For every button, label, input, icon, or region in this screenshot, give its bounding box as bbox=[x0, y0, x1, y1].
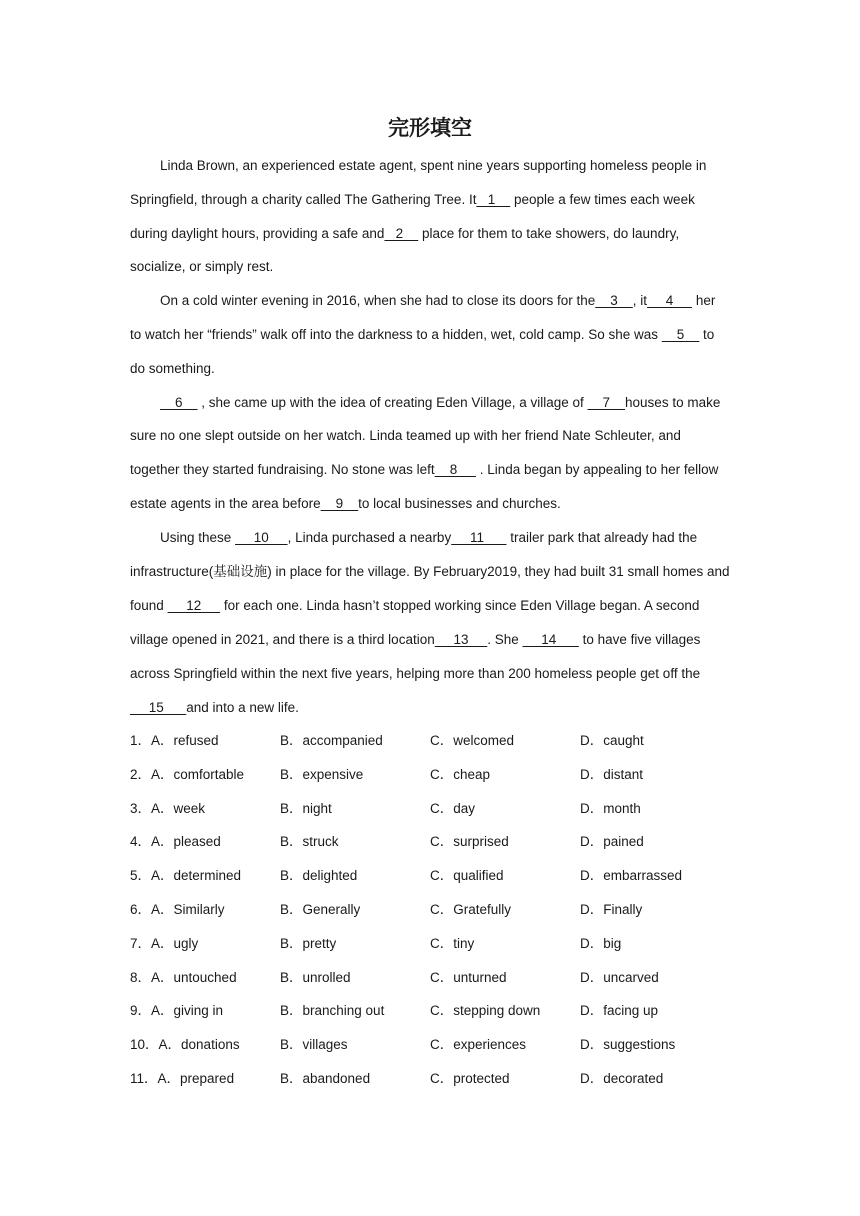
option-c: C．tiny bbox=[430, 935, 475, 951]
text: , Linda purchased a nearby bbox=[287, 529, 452, 545]
text: houses to make sure no one slept outside on her watch. Linda teamed up with her friend Nate Schleuter, and together they started fundraising. No stone was left bbox=[130, 394, 721, 478]
option-b: B．accompanied bbox=[280, 733, 383, 748]
option-b: B．branching out bbox=[280, 1003, 385, 1019]
text: to do something. bbox=[130, 326, 715, 376]
question-number: 10．A． bbox=[130, 1037, 182, 1053]
option-b: B．Generally bbox=[280, 901, 361, 917]
option-a-text: determined bbox=[173, 868, 242, 884]
option-a bbox=[130, 724, 219, 758]
text: for each one. Linda hasn’t stopped working since Eden Village began. A second village opened in 2021, and there is a third location bbox=[130, 598, 700, 648]
blank-10: 10 bbox=[235, 529, 288, 545]
paragraph-4 bbox=[130, 521, 730, 725]
option-c: C．cheap bbox=[430, 766, 491, 782]
paragraph-3 bbox=[130, 386, 730, 521]
option-d: D．embarrassed bbox=[580, 868, 683, 884]
text: and into a new life. bbox=[186, 699, 299, 715]
text: trailer park that already had the infrastructure( bbox=[130, 529, 698, 579]
option-a bbox=[130, 758, 244, 792]
chinese-gloss: 基础设施 bbox=[213, 563, 268, 580]
text: to have five villages across Springfield within the next five years, helping more than 200 homeless people get off the bbox=[130, 632, 701, 681]
option-b: B．night bbox=[280, 800, 332, 816]
text: Using these bbox=[160, 529, 236, 545]
blank-1: 1 bbox=[476, 191, 511, 207]
question-row bbox=[130, 961, 730, 995]
blank-12: 12 bbox=[167, 598, 221, 614]
text: On a cold winter evening in 2016, when she had to close its doors for the bbox=[160, 293, 596, 309]
paragraph-1 bbox=[130, 149, 730, 284]
option-a bbox=[130, 927, 198, 961]
option-a-text: untouched bbox=[173, 969, 237, 985]
blank-15: 15 bbox=[130, 699, 187, 715]
option-a bbox=[130, 994, 223, 1028]
option-b: B．unrolled bbox=[280, 969, 351, 985]
blank-4: 4 bbox=[647, 293, 693, 309]
option-a-text: week bbox=[173, 800, 206, 816]
option-b: B．villages bbox=[280, 1037, 348, 1053]
option-b: B．pretty bbox=[280, 935, 337, 951]
option-d: D．Finally bbox=[580, 901, 643, 917]
question-row bbox=[130, 859, 730, 893]
text: place for them to take showers, do laundry, socialize, or simply rest. bbox=[130, 225, 680, 275]
question-number: 1．A． bbox=[130, 733, 174, 748]
question-row bbox=[130, 825, 730, 859]
option-d: D．distant bbox=[580, 766, 644, 782]
option-a bbox=[130, 1028, 240, 1062]
option-c: C．qualified bbox=[430, 868, 504, 884]
option-a-text: donations bbox=[181, 1037, 240, 1053]
blank-6: 6 bbox=[160, 394, 198, 410]
option-d: D．decorated bbox=[580, 1070, 664, 1086]
blank-5: 5 bbox=[661, 326, 700, 342]
option-d: D．month bbox=[580, 800, 641, 816]
question-row bbox=[130, 1062, 730, 1096]
text: people a few times each week during daylight hours, providing a safe and bbox=[130, 191, 695, 241]
option-a-text: comfortable bbox=[173, 766, 245, 782]
option-a-text: ugly bbox=[173, 935, 199, 951]
blank-2: 2 bbox=[384, 225, 419, 241]
text: to local businesses and churches. bbox=[358, 495, 561, 511]
question-row bbox=[130, 758, 730, 792]
option-c: C．Gratefully bbox=[430, 901, 512, 917]
blank-9: 9 bbox=[320, 495, 359, 511]
option-a bbox=[130, 961, 237, 995]
answer-options bbox=[130, 724, 730, 1096]
question-number: 8．A． bbox=[130, 969, 174, 985]
text: , she came up with the idea of creating Eden Village, a village of bbox=[197, 394, 588, 410]
option-c: C．surprised bbox=[430, 834, 509, 850]
text: ) in place for the village. By February2019, they had built 31 small homes and found bbox=[130, 563, 730, 614]
option-d: D．caught bbox=[580, 733, 644, 748]
option-b: B．struck bbox=[280, 834, 339, 850]
option-c: C．unturned bbox=[430, 969, 507, 985]
option-c: C．protected bbox=[430, 1070, 510, 1086]
question-number: 9．A． bbox=[130, 1003, 174, 1019]
question-row bbox=[130, 927, 730, 961]
option-a-text: prepared bbox=[180, 1070, 235, 1086]
option-a-text: Similarly bbox=[173, 901, 225, 917]
blank-8: 8 bbox=[434, 462, 476, 478]
blank-3: 3 bbox=[595, 293, 633, 309]
option-a-text: refused bbox=[173, 733, 219, 748]
option-a bbox=[130, 792, 205, 826]
option-b: B．expensive bbox=[280, 766, 364, 782]
blank-7: 7 bbox=[587, 394, 626, 410]
question-number: 6．A． bbox=[130, 901, 174, 917]
option-a-text: giving in bbox=[173, 1003, 224, 1019]
text: Linda Brown, an experienced estate agent, spent nine years supporting homeless people in Springfield, through a charity called The Gathering Tree. It bbox=[130, 158, 707, 207]
option-c: C．stepping down bbox=[430, 1003, 541, 1019]
question-row bbox=[130, 893, 730, 927]
option-a bbox=[130, 893, 225, 927]
text: her to watch her “friends” walk off into the darkness to a hidden, wet, cold camp. So she was bbox=[130, 293, 716, 342]
question-number: 3．A． bbox=[130, 800, 174, 816]
text: . Linda began by appealing to her fellow estate agents in the area before bbox=[130, 462, 719, 511]
question-row bbox=[130, 792, 730, 826]
question-row bbox=[130, 1028, 730, 1062]
blank-11: 11 bbox=[451, 529, 507, 545]
text: , it bbox=[632, 293, 648, 309]
text: . She bbox=[487, 632, 523, 648]
question-row bbox=[130, 994, 730, 1028]
option-d: D．big bbox=[580, 935, 622, 951]
question-number: 11．A． bbox=[130, 1070, 181, 1086]
blank-14: 14 bbox=[522, 632, 579, 648]
option-c: C．experiences bbox=[430, 1037, 527, 1053]
question-number: 2．A． bbox=[130, 766, 174, 782]
question-row bbox=[130, 724, 730, 758]
option-a bbox=[130, 1062, 234, 1096]
option-a bbox=[130, 825, 221, 859]
question-number: 4．A． bbox=[130, 834, 174, 850]
option-d: D．pained bbox=[580, 834, 644, 850]
question-number: 5．A． bbox=[130, 868, 174, 884]
question-number: 7．A． bbox=[130, 935, 174, 951]
option-d: D．uncarved bbox=[580, 969, 659, 985]
cloze-passage bbox=[130, 149, 730, 725]
option-c: C．welcomed bbox=[430, 733, 515, 748]
option-c: C．day bbox=[430, 800, 476, 816]
page-title: 完形填空 bbox=[388, 115, 472, 140]
option-a bbox=[130, 859, 241, 893]
option-b: B．abandoned bbox=[280, 1070, 371, 1086]
blank-13: 13 bbox=[434, 632, 488, 648]
option-d: D．suggestions bbox=[580, 1037, 676, 1053]
option-d: D．facing up bbox=[580, 1003, 659, 1019]
paragraph-2 bbox=[130, 284, 730, 385]
option-b: B．delighted bbox=[280, 868, 358, 884]
option-a-text: pleased bbox=[173, 834, 221, 850]
